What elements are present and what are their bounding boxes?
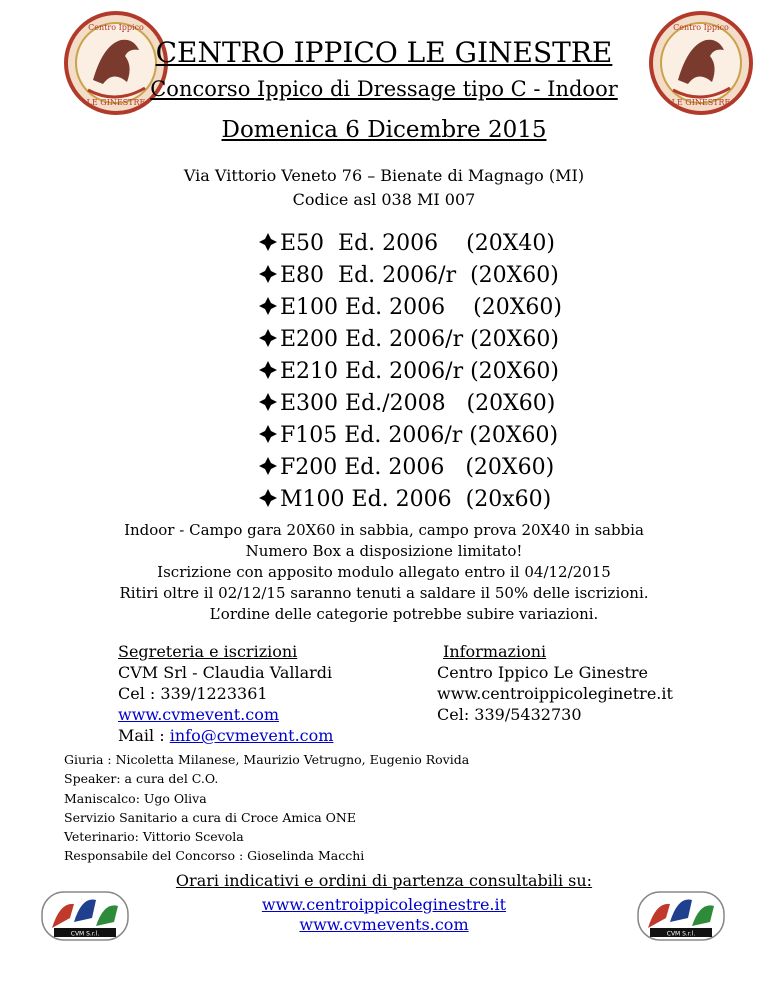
list-item bbox=[258, 324, 559, 356]
segreteria-company: CVM Srl - Claudia Vallardi bbox=[118, 663, 333, 682]
svg-text:LE GINESTRE: LE GINESTRE bbox=[86, 98, 146, 107]
address-block bbox=[0, 164, 768, 212]
informazioni-phone: Cel: 339/5432730 bbox=[437, 705, 582, 724]
diamond-bullet-icon bbox=[258, 456, 278, 476]
note-line: Ritiri oltre il 02/12/15 saranno tenuti a saldare il 50% delle iscrizioni. bbox=[119, 584, 649, 602]
list-item bbox=[258, 356, 559, 388]
note-line: Indoor - Campo gara 20X60 in sabbia, campo prova 20X40 in sabbia bbox=[124, 521, 644, 539]
svg-text:CVM S.r.l.: CVM S.r.l. bbox=[666, 930, 696, 938]
note-line: Iscrizione con apposito modulo allegato entro il 04/12/2015 bbox=[157, 563, 611, 581]
diamond-bullet-icon bbox=[258, 360, 278, 380]
category-label: E50 Ed. 2006 (20X40) bbox=[280, 231, 555, 256]
informazioni-name: Centro Ippico Le Ginestre bbox=[437, 663, 649, 682]
list-item bbox=[258, 484, 551, 516]
logo-right-badge bbox=[636, 888, 726, 948]
diamond-bullet-icon bbox=[258, 328, 278, 348]
staff-item: Giuria : Nicoletta Milanese, Maurizio Vetrugno, Eugenio Rovida bbox=[64, 752, 470, 767]
event-date: Domenica 6 Dicembre 2015 bbox=[221, 117, 547, 143]
logo-left-badge bbox=[40, 888, 130, 948]
cvm-badge-logo-icon bbox=[636, 888, 726, 944]
staff-item: Responsabile del Concorso : Gioselinda Macchi bbox=[64, 848, 365, 864]
staff-item: Maniscalco: Ugo Oliva bbox=[64, 790, 207, 806]
cvm-badge-logo-icon bbox=[40, 888, 130, 944]
category-label: E80 Ed. 2006/r (20X60) bbox=[280, 263, 559, 288]
diamond-bullet-icon bbox=[258, 232, 278, 252]
category-label: F200 Ed. 2006 (20X60) bbox=[280, 455, 555, 480]
diamond-bullet-icon bbox=[258, 392, 278, 412]
svg-text:Centro Ippico: Centro Ippico bbox=[673, 23, 729, 32]
segreteria-phone: Cel : 339/1223361 bbox=[118, 684, 268, 703]
diamond-bullet-icon bbox=[258, 264, 278, 284]
segreteria-block bbox=[118, 641, 333, 746]
category-label: E300 Ed./2008 (20X60) bbox=[280, 391, 556, 416]
svg-text:LE GINESTRE: LE GINESTRE bbox=[671, 98, 731, 107]
list-item bbox=[258, 452, 554, 484]
category-label: M100 Ed. 2006 (20x60) bbox=[280, 487, 552, 512]
informazioni-website: www.centroippicoleginetre.it bbox=[437, 684, 673, 703]
staff-list bbox=[64, 750, 469, 866]
segreteria-heading: Segreteria e iscrizioni bbox=[118, 642, 298, 661]
diamond-bullet-icon bbox=[258, 296, 278, 316]
informazioni-heading: Informazioni bbox=[443, 642, 547, 661]
list-item bbox=[258, 260, 559, 292]
staff-item: Veterinario: Vittorio Scevola bbox=[64, 829, 244, 845]
note-line: Numero Box a disposizione limitato! bbox=[245, 542, 523, 560]
mail-label: Mail : bbox=[118, 726, 170, 745]
list-item bbox=[258, 420, 558, 452]
notes-block bbox=[0, 520, 768, 625]
note-line: L’ordine delle categorie potrebbe subire variazioni. bbox=[209, 605, 599, 623]
category-label: F105 Ed. 2006/r (20X60) bbox=[280, 423, 559, 448]
orari-link-cvmevents[interactable]: www.cvmevents.com bbox=[299, 915, 469, 934]
diamond-bullet-icon bbox=[258, 488, 278, 508]
orari-link-centroippico[interactable]: www.centroippicoleginestre.it bbox=[261, 895, 507, 914]
staff-item: Servizio Sanitario a cura di Croce Amica ONE bbox=[64, 809, 356, 825]
list-item bbox=[258, 228, 555, 260]
page-subtitle: Concorso Ippico di Dressage tipo C - Indoor bbox=[150, 77, 618, 101]
asl-code: Codice asl 038 MI 007 bbox=[292, 190, 476, 209]
orari-heading: Orari indicativi e ordini di partenza consultabili su: bbox=[175, 871, 593, 890]
segreteria-website-link[interactable]: www.cvmevent.com bbox=[118, 705, 280, 724]
category-label: E200 Ed. 2006/r (20X60) bbox=[280, 327, 559, 352]
segreteria-mail-link[interactable]: info@cvmevent.com bbox=[169, 726, 334, 745]
list-item bbox=[258, 292, 562, 324]
svg-text:Centro Ippico: Centro Ippico bbox=[88, 23, 144, 32]
page-title: CENTRO IPPICO LE GINESTRE bbox=[155, 36, 613, 69]
address-line: Via Vittorio Veneto 76 – Bienate di Magnago (MI) bbox=[183, 166, 585, 185]
category-label: E210 Ed. 2006/r (20X60) bbox=[280, 359, 559, 384]
diamond-bullet-icon bbox=[258, 424, 278, 444]
category-label: E100 Ed. 2006 (20X60) bbox=[280, 295, 562, 320]
list-item bbox=[258, 388, 555, 420]
staff-item: Speaker: a cura del C.O. bbox=[64, 771, 219, 787]
informazioni-block bbox=[437, 641, 673, 725]
svg-text:CVM S.r.l.: CVM S.r.l. bbox=[70, 930, 100, 938]
